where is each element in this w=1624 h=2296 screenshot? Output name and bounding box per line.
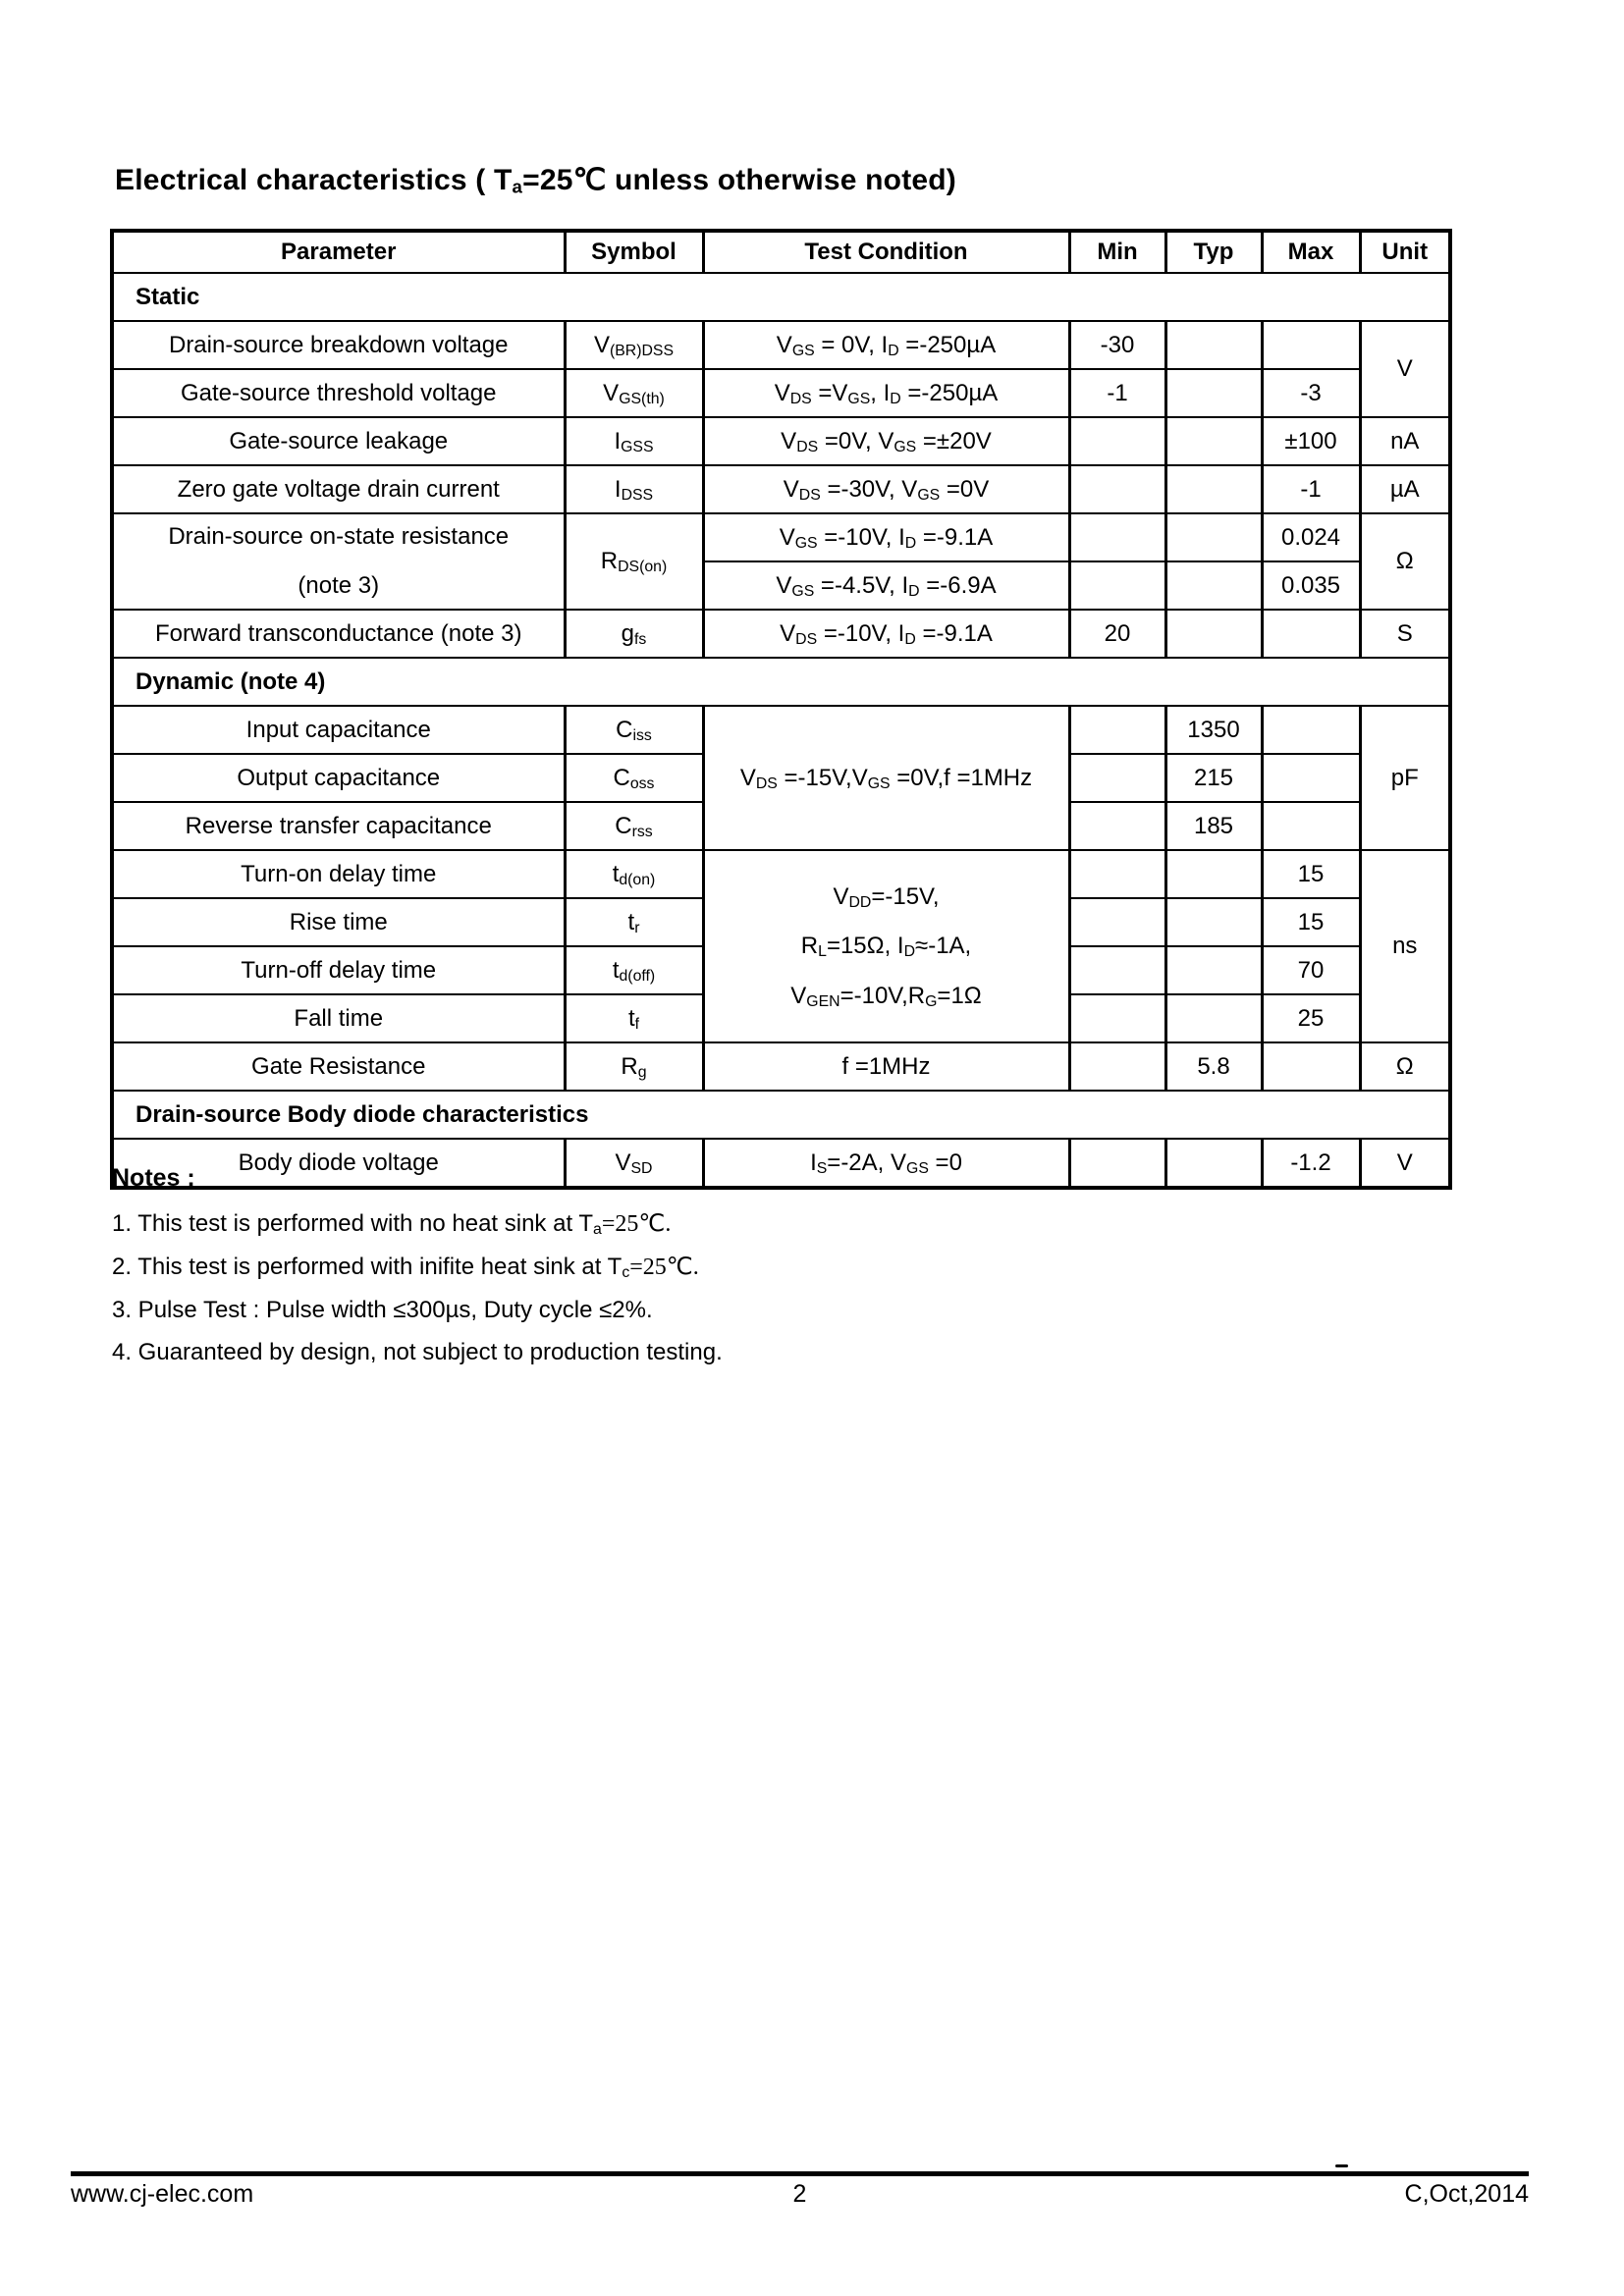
tf-param: Fall time xyxy=(112,994,565,1042)
tr-max: 15 xyxy=(1262,898,1360,946)
threshold-symbol: $V_{GS(th)}$ xyxy=(565,369,703,417)
breakdown-symbol: $V_{(BR)DSS}$ xyxy=(565,321,703,369)
note-4: 4. Guaranteed by design, not subject to production testing. xyxy=(112,1339,723,1365)
tdon-param: Turn-on delay time xyxy=(112,850,565,898)
threshold-cond: $V_{DS} =V_{GS}$, $I_D =-250\mu A$ xyxy=(703,369,1069,417)
header-row xyxy=(112,231,1450,273)
coss-typ: 215 xyxy=(1165,754,1262,802)
header-unit: Unit xyxy=(1360,231,1450,273)
rds-on-param-line2: (note 3) xyxy=(298,572,380,599)
breakdown-threshold-unit: V xyxy=(1360,321,1450,417)
rds-on-symbol: $R_{DS(on)}$ xyxy=(565,513,703,610)
rds-on-cond-b: $V_{GS} =-4.5V$, $I_D =-6.9A$ xyxy=(703,561,1069,610)
breakdown-min: -30 xyxy=(1069,321,1165,369)
coss-param: Output capacitance xyxy=(112,754,565,802)
row-gfs xyxy=(112,610,1450,658)
row-rds-on-a xyxy=(112,513,1450,561)
tdoff-max: 70 xyxy=(1262,946,1360,994)
rds-on-typ-b xyxy=(1165,561,1262,610)
footer-website: www.cj-elec.com xyxy=(71,2180,254,2208)
rds-on-cond-a: $V_{GS} =-10V$, $I_D =-9.1A$ xyxy=(703,513,1069,561)
capacitance-cond: $V_{DS} =-15V,V_{GS} =0V,f =1MHz$ xyxy=(703,706,1069,850)
tdon-max: 15 xyxy=(1262,850,1360,898)
crss-symbol: $C_{rss}$ xyxy=(565,802,703,850)
capacitance-unit: pF xyxy=(1360,706,1450,850)
tr-min xyxy=(1069,898,1165,946)
breakdown-typ xyxy=(1165,321,1262,369)
footer-rule xyxy=(71,2171,1529,2176)
idss-cond: $V_{DS} =-30V$, $V_{GS} =0V$ xyxy=(703,465,1069,513)
rds-on-unit: Ω xyxy=(1360,513,1450,610)
leakage-symbol: $I_{GSS}$ xyxy=(565,417,703,465)
notes-section xyxy=(112,1164,723,1373)
electrical-characteristics-table xyxy=(110,229,1452,1190)
idss-max: -1 xyxy=(1262,465,1360,513)
rds-on-max-a: 0.024 xyxy=(1262,513,1360,561)
leakage-param: Gate-source leakage xyxy=(112,417,565,465)
tdoff-typ xyxy=(1165,946,1262,994)
header-max: Max xyxy=(1262,231,1360,273)
section-dynamic xyxy=(112,658,1450,706)
gfs-cond: $V_{DS} =-10V$, $I_D =-9.1A$ xyxy=(703,610,1069,658)
vsd-unit: V xyxy=(1360,1139,1450,1188)
stray-mark xyxy=(1335,2164,1348,2167)
section-static xyxy=(112,273,1450,321)
header-typ: Typ xyxy=(1165,231,1262,273)
tf-min xyxy=(1069,994,1165,1042)
tdoff-param: Turn-off delay time xyxy=(112,946,565,994)
row-ciss xyxy=(112,706,1450,754)
tdon-symbol: $t_{d(on)}$ xyxy=(565,850,703,898)
vsd-max: -1.2 xyxy=(1262,1139,1360,1188)
footer-date: C,Oct,2014 xyxy=(1404,2180,1529,2208)
rds-on-param-line1: Drain-source on-state resistance xyxy=(168,523,510,551)
gfs-min: 20 xyxy=(1069,610,1165,658)
rg-min xyxy=(1069,1042,1165,1091)
threshold-min: -1 xyxy=(1069,369,1165,417)
rds-on-max-b: 0.035 xyxy=(1262,561,1360,610)
threshold-max: -3 xyxy=(1262,369,1360,417)
rg-max xyxy=(1262,1042,1360,1091)
gfs-max xyxy=(1262,610,1360,658)
vsd-typ xyxy=(1165,1139,1262,1188)
idss-param: Zero gate voltage drain current xyxy=(112,465,565,513)
vsd-param: Body diode voltage xyxy=(112,1139,565,1188)
idss-symbol: $I_{DSS}$ xyxy=(565,465,703,513)
tdoff-symbol: $t_{d(off)}$ xyxy=(565,946,703,994)
tr-param: Rise time xyxy=(112,898,565,946)
rds-on-typ-a xyxy=(1165,513,1262,561)
leakage-cond: $V_{DS} =0V$, $V_{GS} =\pm 20V$ xyxy=(703,417,1069,465)
tf-typ xyxy=(1165,994,1262,1042)
tr-typ xyxy=(1165,898,1262,946)
tdon-typ xyxy=(1165,850,1262,898)
header-parameter: Parameter xyxy=(112,231,565,273)
idss-unit: µA xyxy=(1360,465,1450,513)
row-tdon xyxy=(112,850,1450,898)
ciss-min xyxy=(1069,706,1165,754)
vsd-min xyxy=(1069,1139,1165,1188)
section-body-diode-label: Drain-source Body diode characteristics xyxy=(112,1091,1450,1139)
crss-max xyxy=(1262,802,1360,850)
rg-unit: Ω xyxy=(1360,1042,1450,1091)
rg-typ: 5.8 xyxy=(1165,1042,1262,1091)
leakage-max: ±100 xyxy=(1262,417,1360,465)
switching-cond-line1: $V_{DD}=-15V$, xyxy=(833,882,940,911)
row-rg xyxy=(112,1042,1450,1091)
footer-page-number: 2 xyxy=(792,2180,807,2208)
header-min: Min xyxy=(1069,231,1165,273)
rds-on-min-a xyxy=(1069,513,1165,561)
threshold-param: Gate-source threshold voltage xyxy=(112,369,565,417)
gfs-param: Forward transconductance (note 3) xyxy=(112,610,565,658)
section-dynamic-label: Dynamic (note 4) xyxy=(112,658,1450,706)
breakdown-max xyxy=(1262,321,1360,369)
row-breakdown xyxy=(112,321,1450,369)
note-1: 1. This test is performed with no heat sink at $T_a=25℃$. xyxy=(112,1210,672,1238)
header-condition: Test Condition xyxy=(703,231,1069,273)
section-body-diode xyxy=(112,1091,1450,1139)
tr-symbol: $t_r$ xyxy=(565,898,703,946)
row-threshold xyxy=(112,369,1450,417)
threshold-typ xyxy=(1165,369,1262,417)
switching-cond xyxy=(703,850,1069,1042)
coss-symbol: $C_{oss}$ xyxy=(565,754,703,802)
gfs-typ xyxy=(1165,610,1262,658)
note-3: 3. Pulse Test : Pulse width ≤300µs, Duty cycle ≤2%. xyxy=(112,1297,653,1323)
gfs-unit: S xyxy=(1360,610,1450,658)
coss-min xyxy=(1069,754,1165,802)
vsd-cond: $I_S=-2A$, $V_{GS} =0$ xyxy=(703,1139,1069,1188)
rds-on-param xyxy=(112,513,565,610)
vsd-symbol: $V_{SD}$ xyxy=(565,1139,703,1188)
notes-heading: Notes : xyxy=(112,1164,195,1192)
idss-typ xyxy=(1165,465,1262,513)
ciss-typ: 1350 xyxy=(1165,706,1262,754)
row-leakage xyxy=(112,417,1450,465)
tf-symbol: $t_f$ xyxy=(565,994,703,1042)
coss-max xyxy=(1262,754,1360,802)
switching-cond-line2: $R_L=15\Omega$, $I_D\approx-1A$, xyxy=(800,933,972,961)
header-symbol: Symbol xyxy=(565,231,703,273)
leakage-typ xyxy=(1165,417,1262,465)
gfs-symbol: $g_{fs}$ xyxy=(565,610,703,658)
leakage-unit: nA xyxy=(1360,417,1450,465)
breakdown-param: Drain-source breakdown voltage xyxy=(112,321,565,369)
page-title: Electrical characteristics ( $T_a=25℃$ unless otherwise noted) xyxy=(115,164,956,197)
rg-cond: f =1MHz xyxy=(703,1042,1069,1091)
tdoff-min xyxy=(1069,946,1165,994)
crss-typ: 185 xyxy=(1165,802,1262,850)
rg-symbol: $R_g$ xyxy=(565,1042,703,1091)
breakdown-cond: $V_{GS} = 0V$, $I_D =-250\mu A$ xyxy=(703,321,1069,369)
tf-max: 25 xyxy=(1262,994,1360,1042)
crss-min xyxy=(1069,802,1165,850)
tdon-min xyxy=(1069,850,1165,898)
rg-param: Gate Resistance xyxy=(112,1042,565,1091)
switching-cond-line3: $V_{GEN}=-10V,R_G=1\Omega$ xyxy=(790,982,982,1010)
switching-unit: ns xyxy=(1360,850,1450,1042)
idss-min xyxy=(1069,465,1165,513)
section-static-label: Static xyxy=(112,273,1450,321)
ciss-symbol: $C_{iss}$ xyxy=(565,706,703,754)
ciss-param: Input capacitance xyxy=(112,706,565,754)
crss-param: Reverse transfer capacitance xyxy=(112,802,565,850)
row-idss xyxy=(112,465,1450,513)
ciss-max xyxy=(1262,706,1360,754)
note-2: 2. This test is performed with inifite heat sink at $T_c=25℃$. xyxy=(112,1254,699,1281)
leakage-min xyxy=(1069,417,1165,465)
rds-on-min-b xyxy=(1069,561,1165,610)
